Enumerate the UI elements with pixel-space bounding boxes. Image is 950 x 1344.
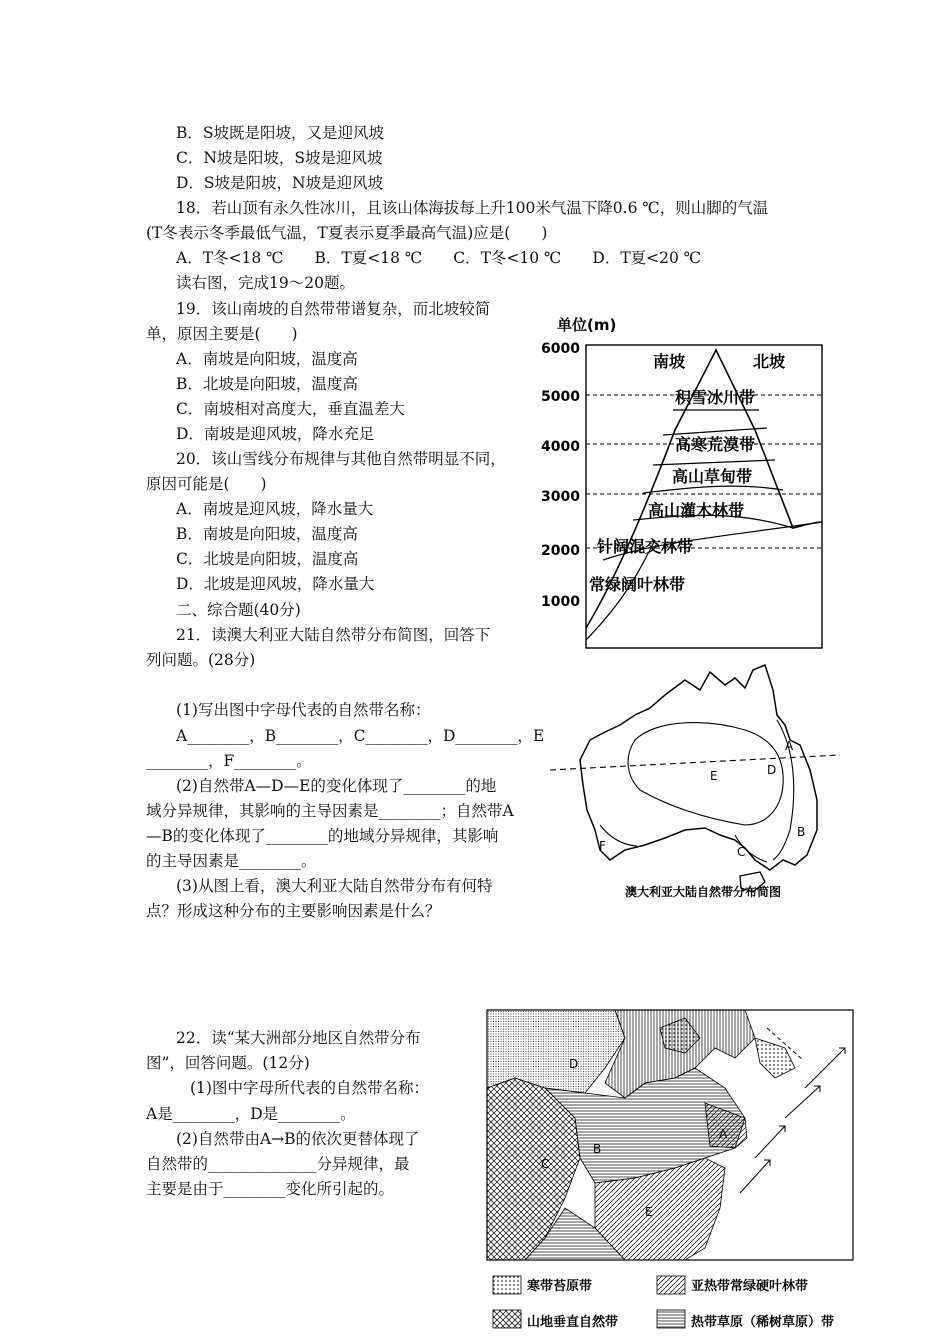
zone-label: 高山草甸带 bbox=[672, 467, 753, 486]
question-22-part2-2: 自然带的______________分异规律，最 bbox=[146, 1155, 410, 1173]
question-21-stem: 21．读澳大利亚大陆自然带分布简图，回答下 bbox=[176, 626, 491, 644]
option-20c: C．北坡是向阳坡，温度高 bbox=[176, 550, 359, 568]
question-21-blanks: A________，B________，C________，D________，E bbox=[176, 727, 545, 745]
option-19a: A．南坡是向阳坡，温度高 bbox=[176, 350, 358, 368]
question-22-stem: 22．读“某大洲部分地区自然带分布 bbox=[176, 1029, 421, 1047]
question-21-stem-2: 列问题。(28分) bbox=[146, 651, 256, 669]
legend-savanna-label: 热带草原（稀树草原）带 bbox=[691, 1315, 835, 1330]
letter-d: D bbox=[767, 763, 777, 777]
question-22-part2-3: 主要是由于________变化所引起的。 bbox=[146, 1180, 395, 1198]
question-21-part2-4: 的主导因素是________。 bbox=[146, 852, 317, 870]
zone-label: 积雪冰川带 bbox=[675, 388, 756, 407]
australia-map bbox=[545, 660, 845, 910]
question-22-part1: (1)图中字母所代表的自然带名称： bbox=[190, 1079, 429, 1097]
legend-mountain-label: 山地垂直自然带 bbox=[527, 1315, 619, 1330]
north-slope-label: 北坡 bbox=[753, 352, 786, 371]
option-17b: B．S坡既是阳坡，又是迎风坡 bbox=[176, 124, 385, 142]
zone-label: 针阔混交林带 bbox=[597, 537, 694, 556]
question-19-stem-2: 单，原因主要是( ) bbox=[146, 325, 298, 343]
section-title: 二、综合题(40分) bbox=[176, 601, 301, 619]
legend-mountain-swatch bbox=[493, 1310, 521, 1328]
letter-e: E bbox=[645, 1205, 653, 1219]
question-21-part1: (1)写出图中字母代表的自然带名称： bbox=[176, 701, 431, 719]
question-18-options: A．T冬<18 ℃ B．T夏<18 ℃ C．T冬<10 ℃ D．T夏<20 ℃ bbox=[176, 249, 702, 267]
letter-c: C bbox=[541, 1157, 550, 1171]
legend-sclerophyll-label: 亚热带常绿硬叶林带 bbox=[691, 1279, 809, 1294]
unit-label: 单位(m) bbox=[557, 316, 617, 334]
question-22-stem-2: 图”，回答问题。(12分) bbox=[146, 1054, 310, 1072]
y-tick: 5000 bbox=[541, 389, 580, 405]
question-20-stem: 20．该山雪线分布规律与其他自然带明显不同， bbox=[176, 450, 506, 468]
legend-savanna-swatch bbox=[657, 1310, 685, 1328]
australia-caption: 澳大利亚大陆自然带分布简图 bbox=[624, 885, 782, 899]
y-tick: 3000 bbox=[541, 489, 580, 505]
question-21-part2-2: 域分异规律，其影响的主导因素是________；自然带A bbox=[146, 802, 514, 820]
letter-f: F bbox=[599, 839, 606, 853]
zone-label: 高寒荒漠带 bbox=[675, 435, 756, 454]
question-18-stem: 18．若山顶有永久性冰川，且该山体海拔每上升100米气温下降0.6 ℃，则山脚的气温 bbox=[176, 199, 769, 217]
question-21-part2-3: —B的变化体现了________的地域分异规律，其影响 bbox=[146, 827, 499, 845]
letter-b: B bbox=[797, 825, 806, 839]
question-21-part2: (2)自然带A—D—E的变化体现了________的地 bbox=[176, 777, 497, 795]
letter-b: B bbox=[593, 1142, 602, 1156]
y-tick: 1000 bbox=[541, 594, 580, 610]
y-tick: 4000 bbox=[541, 439, 580, 455]
option-19b: B．北坡是向阳坡，温度高 bbox=[176, 375, 358, 393]
zone-label: 常绿阔叶林带 bbox=[589, 575, 686, 594]
y-tick: 2000 bbox=[541, 543, 580, 559]
question-18-stem-2: (T冬表示冬季最低气温，T夏表示夏季最高气温)应是( ) bbox=[146, 224, 548, 242]
letter-a: A bbox=[785, 739, 794, 753]
y-tick: 6000 bbox=[541, 341, 580, 357]
continent-zones-map bbox=[485, 1008, 855, 1338]
question-21-blanks-2: ________，F________。 bbox=[146, 752, 312, 770]
option-20a: A．南坡是迎风坡，降水量大 bbox=[176, 500, 374, 518]
option-20b: B．南坡是向阳坡，温度高 bbox=[176, 525, 358, 543]
question-22-part2: (2)自然带由A→B的依次更替体现了 bbox=[176, 1130, 420, 1148]
letter-c: C bbox=[737, 845, 746, 859]
legend-tundra-swatch bbox=[493, 1276, 521, 1294]
letter-d: D bbox=[569, 1057, 579, 1071]
question-22-part1-blanks: A是________，D是________。 bbox=[146, 1105, 356, 1123]
letter-a: A bbox=[719, 1127, 728, 1141]
option-20d: D．北坡是迎风坡，降水量大 bbox=[176, 575, 375, 593]
legend-sclerophyll-swatch bbox=[657, 1276, 685, 1294]
option-19c: C．南坡相对高度大，垂直温差大 bbox=[176, 400, 405, 418]
zone-label: 高山灌木林带 bbox=[648, 501, 745, 520]
option-19d: D．南坡是迎风坡，降水充足 bbox=[176, 425, 375, 443]
south-slope-label: 南坡 bbox=[653, 352, 686, 371]
question-21-part3: (3)从图上看，澳大利亚大陆自然带分布有何特 bbox=[176, 877, 493, 895]
legend-tundra-label: 寒带苔原带 bbox=[527, 1279, 593, 1294]
instruction-19-20: 读右图，完成19～20题。 bbox=[176, 274, 355, 292]
option-17d: D．S坡是阳坡，N坡是迎风坡 bbox=[176, 174, 384, 192]
mountain-zonation-figure bbox=[535, 310, 835, 660]
option-17c: C．N坡是阳坡，S坡是迎风坡 bbox=[176, 149, 383, 167]
question-19-stem: 19．该山南坡的自然带带谱复杂，而北坡较简 bbox=[176, 300, 491, 318]
question-20-stem-2: 原因可能是( ) bbox=[146, 475, 267, 493]
question-21-part3-2: 点？形成这种分布的主要影响因素是什么？ bbox=[146, 902, 441, 920]
letter-e: E bbox=[710, 769, 718, 783]
